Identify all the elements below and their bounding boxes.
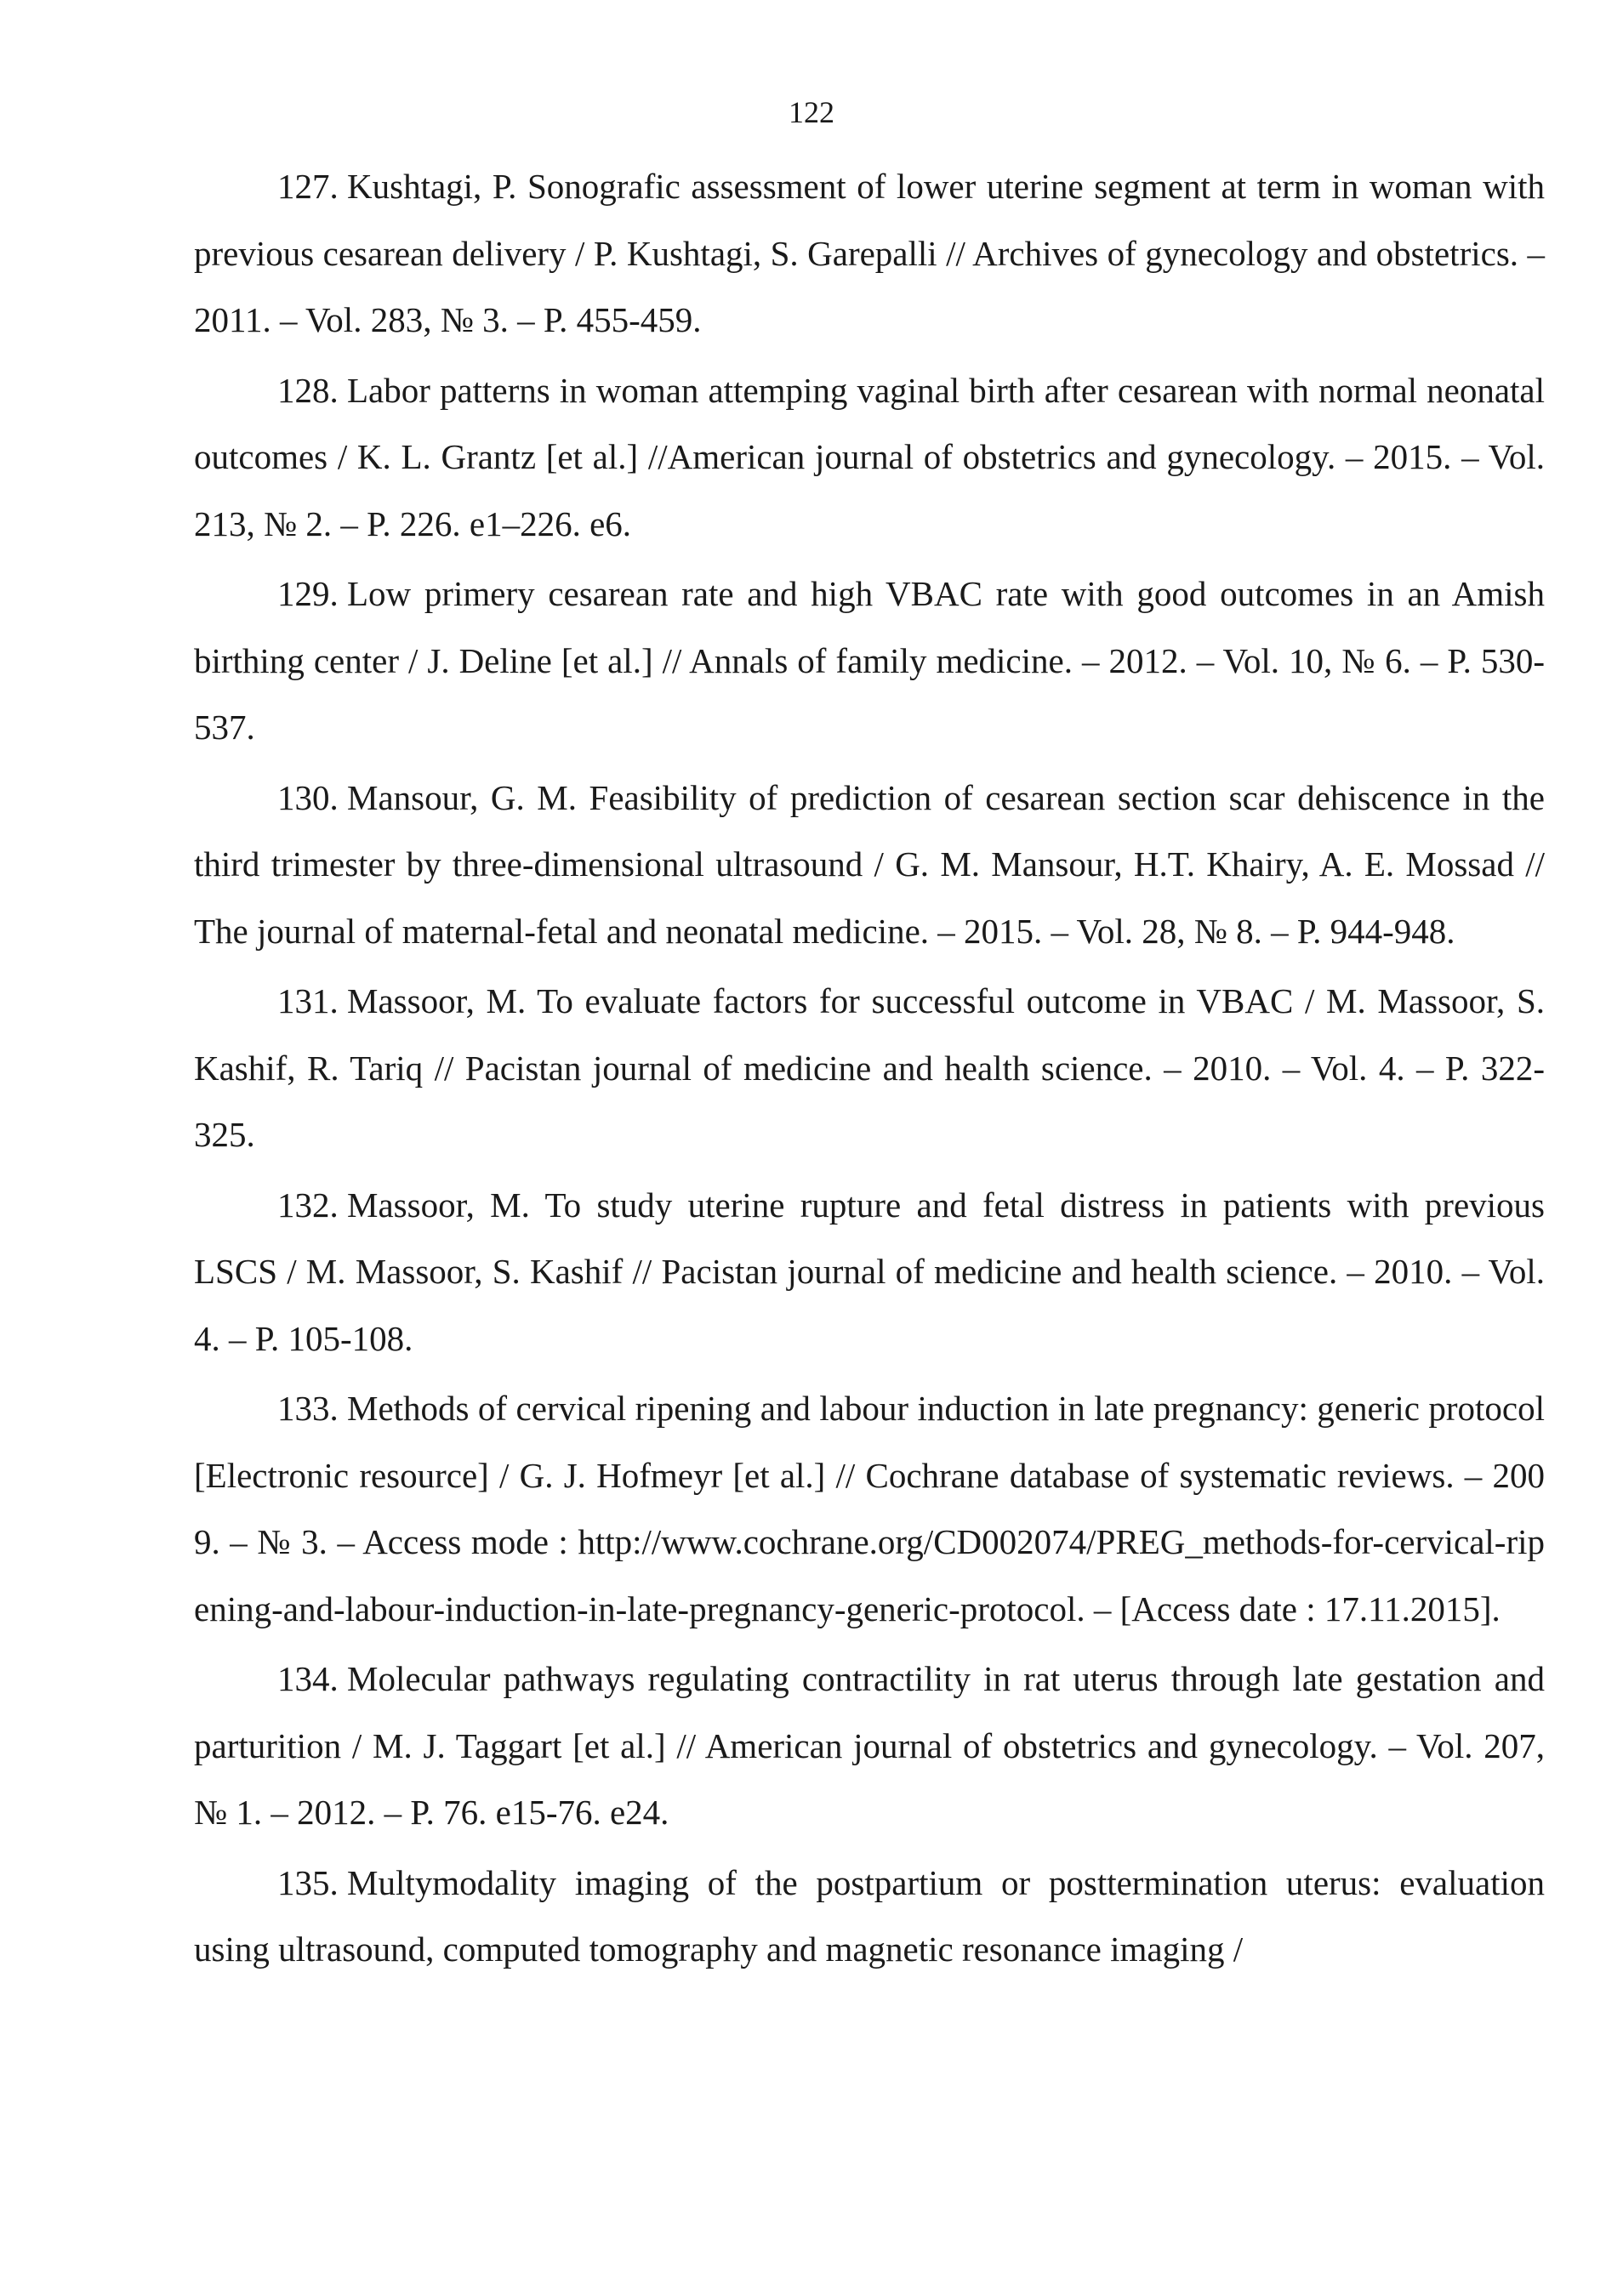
reference-number: 127. <box>277 167 339 206</box>
reference-number: 129. <box>277 574 339 613</box>
reference-text: Methods of cervical ripening and labour induction in late pregnancy: generic protocol [Electronic resource] / G. J. Hofmeyr [et al.] // Cochrane database of systematic reviews. – 2009. – № 3. – Access mode : http://www.cochrane.org/CD002074/PREG_methods-for-cervical-ripening-and-labour-induction-in-late-pregnancy-generic-protocol. – [Access date : 17.11.2015]. <box>194 1389 1545 1628</box>
reference-text: Labor patterns in woman attemping vaginal birth after cesarean with normal neonatal outcomes / K. L. Grantz [et al.] //American journal of obstetrics and gynecology. – 2015. – Vol. 213, № 2. – P. 226. e1–226. e6. <box>194 370 1545 543</box>
reference-text: Massoor, M. To study uterine rupture and fetal distress in patients with previous LSCS / M. Massoor, S. Kashif // Pacistan journal of medicine and health science. – 2010. – Vol. 4. – P. 105-108. <box>194 1185 1545 1358</box>
reference-item-132 <box>194 1172 1545 1372</box>
reference-item-135 <box>194 1850 1545 1983</box>
reference-number: 133. <box>277 1389 339 1428</box>
reference-item-127 <box>194 153 1545 354</box>
reference-text: Kushtagi, P. Sonografic assessment of lower uterine segment at term in woman with previous cesarean delivery / P. Kushtagi, S. Garepalli // Archives of gynecology and obstetrics. – 2011. – Vol. 283, № 3. – P. 455-459. <box>194 167 1545 339</box>
reference-number: 128. <box>277 370 339 410</box>
reference-item-133 <box>194 1375 1545 1642</box>
reference-item-134 <box>194 1645 1545 1846</box>
reference-number: 132. <box>277 1185 339 1225</box>
reference-number: 131. <box>277 981 339 1020</box>
reference-item-128 <box>194 357 1545 558</box>
reference-number: 134. <box>277 1659 339 1698</box>
reference-text: Multymodality imaging of the postpartium or posttermination uterus: evaluation using ultrasound, computed tomography and magnetic resonance imaging / <box>194 1862 1545 1969</box>
reference-text: Massoor, M. To evaluate factors for successful outcome in VBAC / M. Massoor, S. Kashif, R. Tariq // Pacistan journal of medicine and health science. – 2010. – Vol. 4. – P. 322-325. <box>194 981 1545 1154</box>
reference-text: Molecular pathways regulating contractility in rat uterus through late gestation and parturition / M. J. Taggart [et al.] // American journal of obstetrics and gynecology. – Vol. 207, № 1. – 2012. – P. 76. e15-76. e24. <box>194 1659 1545 1832</box>
reference-item-131 <box>194 968 1545 1168</box>
reference-text: Mansour, G. M. Feasibility of prediction of cesarean section scar dehiscence in the third trimester by three-dimensional ultrasound / G. M. Mansour, H.T. Khairy, A. E. Mossad // The journal of maternal-fetal and neonatal medicine. – 2015. – Vol. 28, № 8. – P. 944-948. <box>194 777 1545 951</box>
reference-text: Low primery cesarean rate and high VBAC rate with good outcomes in an Amish birthing center / J. Deline [et al.] // Annals of family medicine. – 2012. – Vol. 10, № 6. – P. 530-537. <box>194 574 1545 747</box>
reference-number: 130. <box>277 777 339 817</box>
reference-number: 135. <box>277 1862 339 1902</box>
reference-item-129 <box>194 560 1545 761</box>
reference-list <box>194 153 1545 1986</box>
reference-item-130 <box>194 764 1545 965</box>
page-number: 122 <box>789 95 834 129</box>
